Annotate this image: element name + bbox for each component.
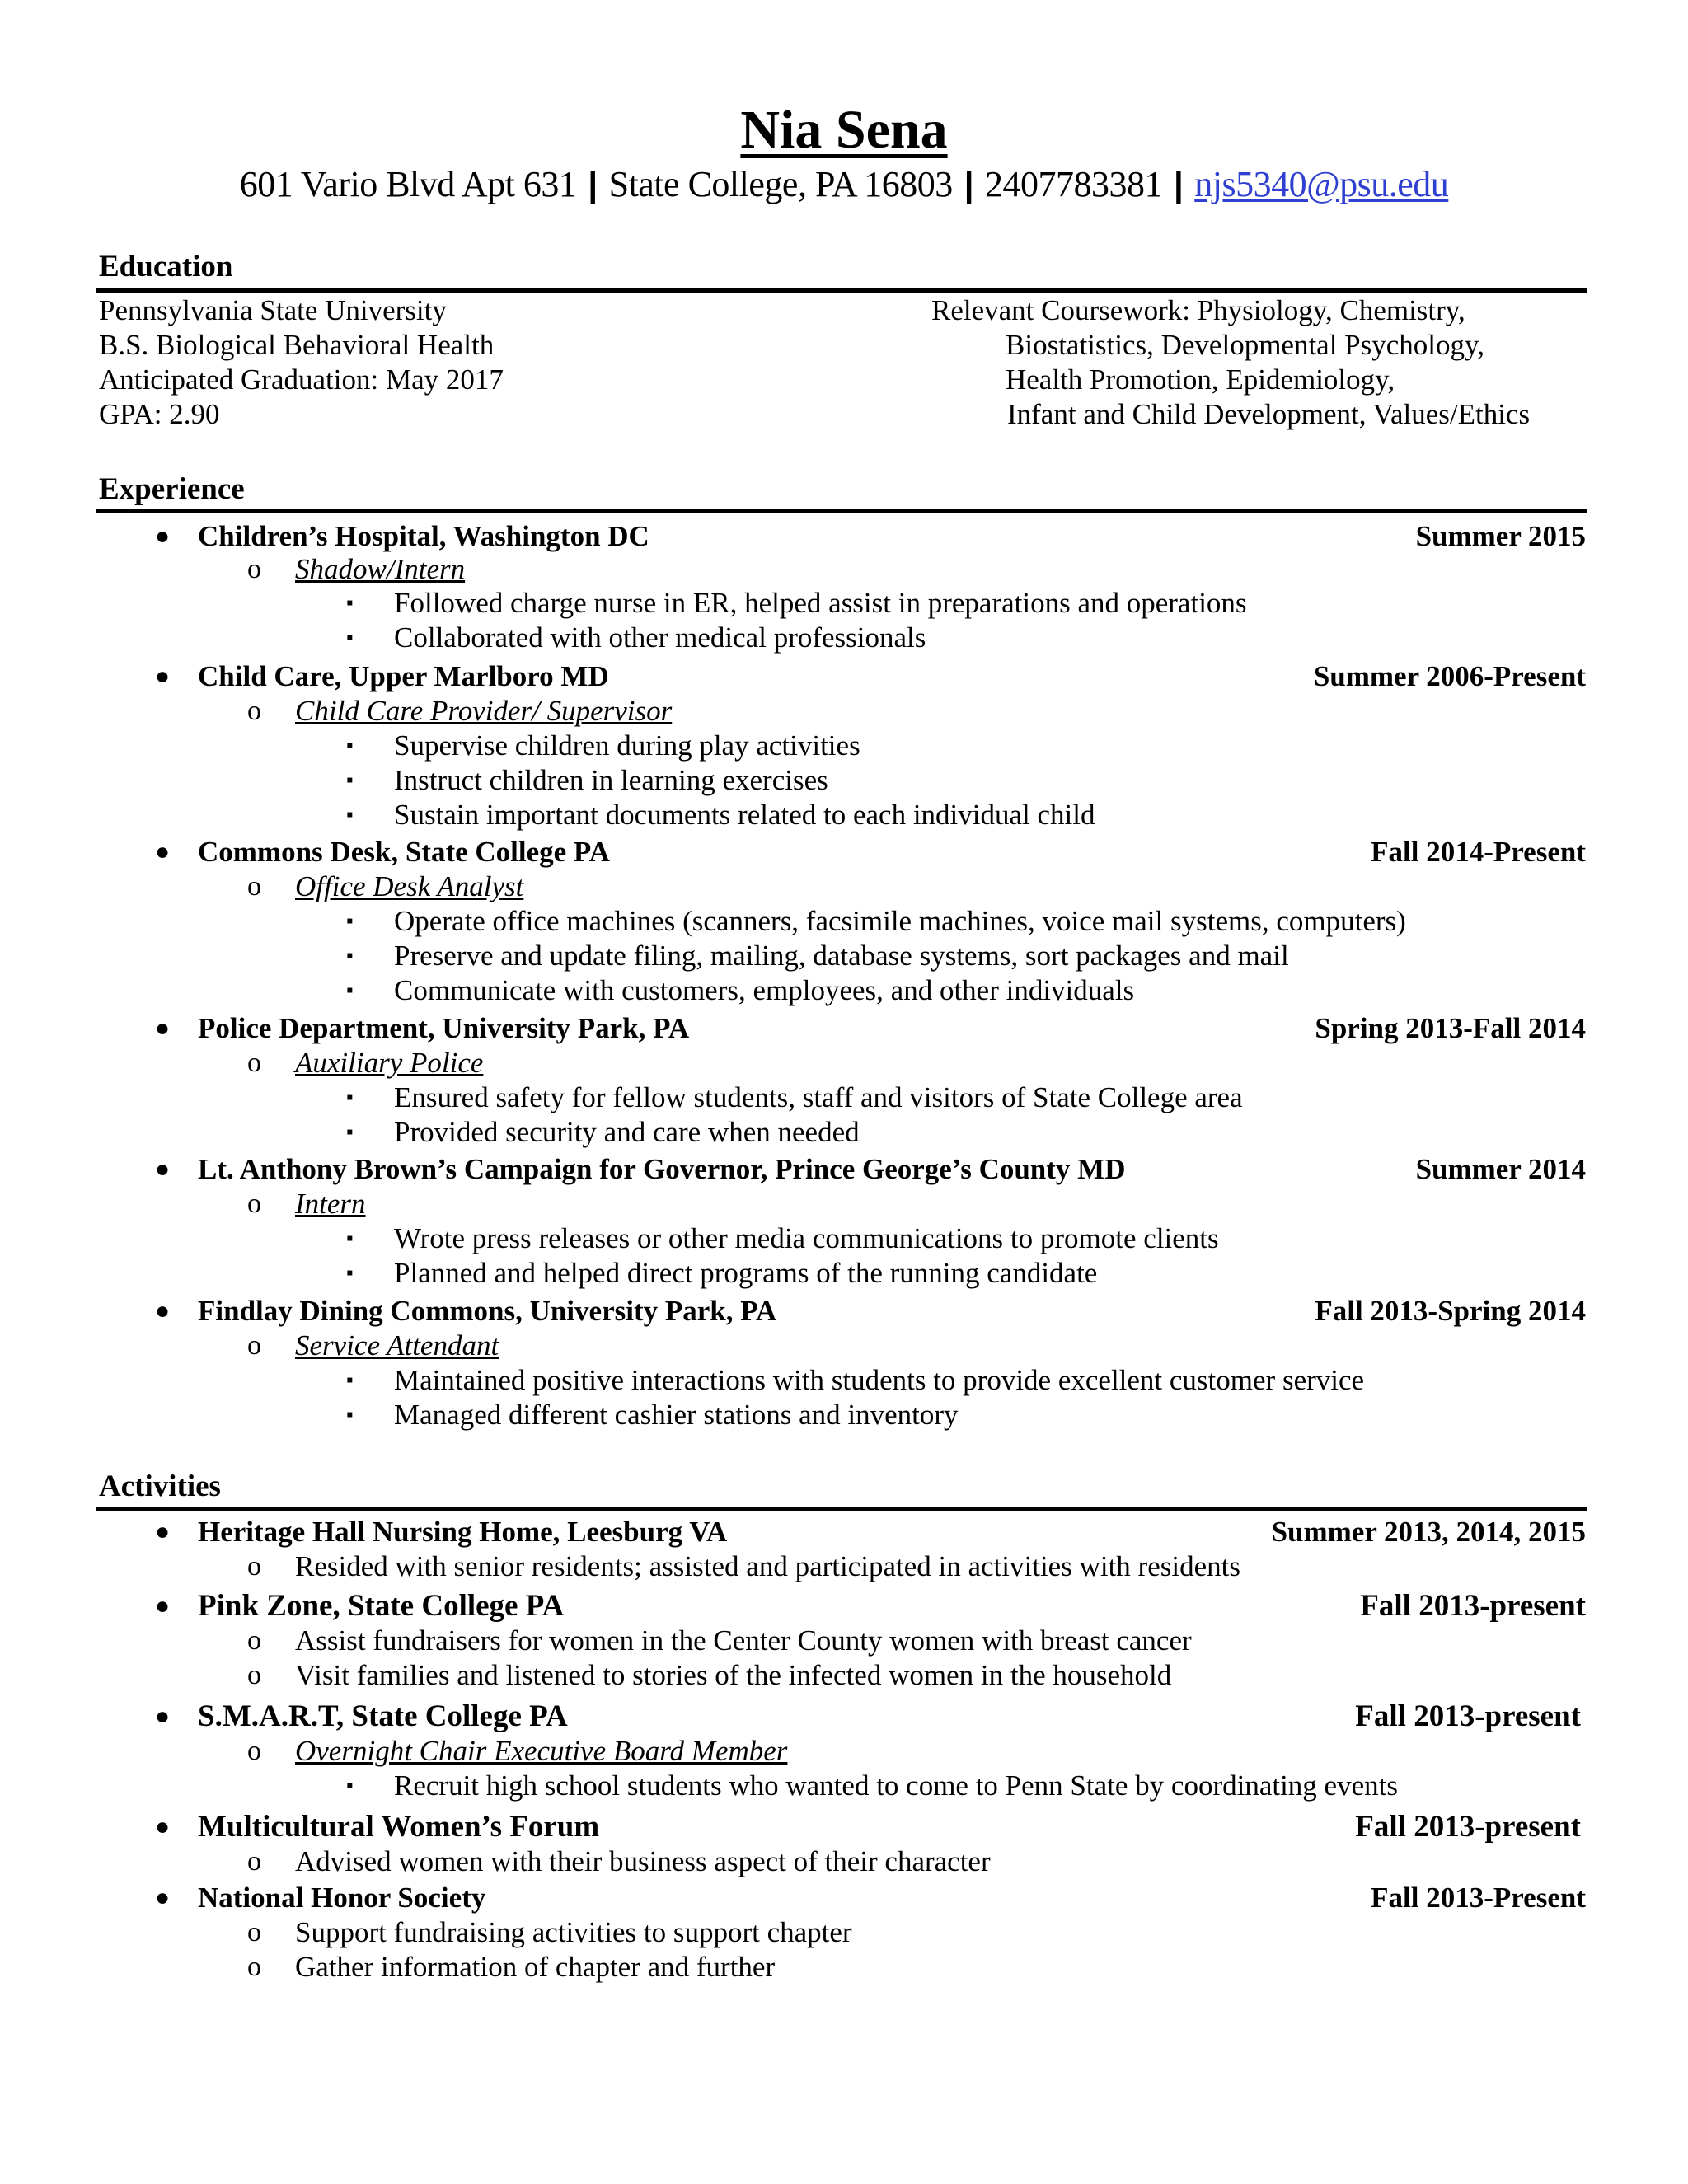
- activity-org: Heritage Hall Nursing Home, Leesburg VA: [198, 1516, 728, 1548]
- activities-rule: [96, 1507, 1587, 1511]
- point-text: Sustain important documents related to each individual child: [394, 799, 1095, 831]
- circle-bullet: o: [247, 1330, 261, 1361]
- experience-org: Children’s Hospital, Washington DC: [198, 520, 649, 552]
- edu-degree: B.S. Biological Behavioral Health: [99, 329, 495, 361]
- square-bullet: ▪: [346, 627, 354, 649]
- activity-role-row: [0, 1734, 1688, 1769]
- experience-point: [0, 973, 1688, 1008]
- experience-point: [0, 1256, 1688, 1291]
- experience-role: Office Desk Analyst: [295, 870, 524, 902]
- experience-date: Summer 2015: [1415, 520, 1586, 552]
- point-text: Managed different cashier stations and inventory: [394, 1399, 959, 1431]
- sub-text: Resided with senior residents; assisted and participated in activities with residents: [295, 1550, 1240, 1582]
- activities-heading: Activities: [99, 1469, 221, 1503]
- experience-date: Fall 2014-Present: [1371, 836, 1586, 868]
- activity-point: [0, 1769, 1688, 1803]
- edu-coursework: Infant and Child Development, Values/Ethics: [1007, 398, 1531, 430]
- experience-point: [0, 904, 1688, 939]
- square-bullet: ▪: [346, 735, 354, 757]
- circle-bullet: o: [247, 1188, 261, 1219]
- experience-point: [0, 939, 1688, 973]
- edu-coursework: Health Promotion, Epidemiology,: [1006, 363, 1395, 396]
- point-text: Supervise children during play activities: [394, 729, 860, 762]
- education-heading: Education: [99, 250, 233, 284]
- experience-role: Shadow/Intern: [295, 553, 466, 585]
- resume-name: Nia Sena: [740, 100, 948, 160]
- experience-org: Commons Desk, State College PA: [198, 836, 610, 868]
- square-bullet: ▪: [346, 1122, 354, 1143]
- sub-text: Visit families and listened to stories of the infected women in the household: [295, 1659, 1172, 1691]
- circle-bullet: o: [247, 871, 261, 902]
- square-bullet: ▪: [346, 1087, 354, 1108]
- experience-role-row: [0, 869, 1688, 904]
- experience-point: [0, 621, 1688, 655]
- experience-item: [0, 1011, 1688, 1046]
- experience-item: [0, 1152, 1688, 1187]
- bullet: ●: [155, 1813, 171, 1840]
- circle-bullet: o: [247, 1551, 261, 1582]
- experience-heading: Experience: [99, 472, 245, 506]
- square-bullet: ▪: [346, 1263, 354, 1284]
- circle-bullet: o: [247, 1917, 261, 1947]
- experience-item: [0, 835, 1688, 869]
- experience-date: Fall 2013-Spring 2014: [1315, 1295, 1586, 1327]
- experience-point: [0, 1398, 1688, 1432]
- city: State College, PA 16803: [608, 164, 953, 204]
- bullet: ●: [155, 1297, 171, 1324]
- point-text: Collaborated with other medical professionals: [394, 621, 926, 654]
- experience-role-row: [0, 1329, 1688, 1363]
- experience-role-row: [0, 552, 1688, 587]
- activity-org: National Honor Society: [198, 1882, 486, 1914]
- square-bullet: ▪: [346, 1228, 354, 1249]
- point-text: Wrote press releases or other media communications to promote clients: [394, 1222, 1219, 1254]
- bullet: ●: [155, 1015, 171, 1042]
- experience-org: Lt. Anthony Brown’s Campaign for Governor, Prince George’s County MD: [198, 1153, 1126, 1185]
- experience-point: [0, 1363, 1688, 1398]
- address: 601 Vario Blvd Apt 631: [239, 164, 577, 204]
- experience-point: [0, 1115, 1688, 1150]
- activity-sub: [0, 1844, 1688, 1879]
- bullet: ●: [155, 1592, 171, 1619]
- experience-date: Summer 2014: [1415, 1153, 1586, 1185]
- experience-point: [0, 729, 1688, 763]
- activity-item: [0, 1810, 1688, 1844]
- activity-item: [0, 1515, 1688, 1549]
- activity-sub: [0, 1915, 1688, 1950]
- experience-role: Intern: [295, 1188, 366, 1220]
- experience-role-row: [0, 1046, 1688, 1080]
- circle-bullet: o: [247, 554, 261, 584]
- point-text: Maintained positive interactions with students to provide excellent customer service: [394, 1364, 1365, 1396]
- experience-date: Summer 2006-Present: [1313, 660, 1586, 692]
- sub-text: Support fundraising activities to support chapter: [295, 1916, 852, 1948]
- bullet: ●: [155, 838, 171, 865]
- experience-role-row: [0, 694, 1688, 729]
- experience-point: [0, 1221, 1688, 1256]
- sub-text: Gather information of chapter and further: [295, 1951, 776, 1983]
- activity-sub: [0, 1950, 1688, 1985]
- experience-point: [0, 798, 1688, 832]
- activity-role: Overnight Chair Executive Board Member: [295, 1735, 788, 1767]
- point-text: Provided security and care when needed: [394, 1116, 860, 1148]
- experience-point: [0, 586, 1688, 621]
- point-text: Communicate with customers, employees, and other individuals: [394, 974, 1135, 1006]
- square-bullet: ▪: [346, 945, 354, 967]
- edu-coursework: Biostatistics, Developmental Psychology,: [1006, 329, 1485, 361]
- activity-item: [0, 1589, 1688, 1624]
- activity-date: Fall 2013-present: [1360, 1589, 1586, 1623]
- square-bullet: ▪: [346, 804, 354, 826]
- point-text: Preserve and update filing, mailing, database systems, sort packages and mail: [394, 940, 1289, 972]
- activity-sub: [0, 1658, 1688, 1693]
- bullet: ●: [155, 1155, 171, 1183]
- experience-item: [0, 659, 1688, 694]
- experience-org: Child Care, Upper Marlboro MD: [198, 660, 609, 692]
- point-text: Ensured safety for fellow students, staff and visitors of State College area: [394, 1081, 1243, 1113]
- experience-item: [0, 519, 1688, 554]
- activity-sub: [0, 1549, 1688, 1584]
- point-text: Planned and helped direct programs of the running candidate: [394, 1257, 1098, 1289]
- activity-date: Fall 2013-present: [1355, 1810, 1581, 1844]
- experience-role-row: [0, 1187, 1688, 1221]
- experience-role: Service Attendant: [295, 1329, 499, 1361]
- edu-graduation: Anticipated Graduation: May 2017: [99, 363, 504, 396]
- square-bullet: ▪: [346, 1775, 354, 1797]
- square-bullet: ▪: [346, 1370, 354, 1391]
- circle-bullet: o: [247, 1660, 261, 1690]
- experience-point: [0, 1080, 1688, 1115]
- separator: |: [1174, 165, 1184, 204]
- circle-bullet: o: [247, 696, 261, 726]
- activity-item: [0, 1881, 1688, 1915]
- point-text: Operate office machines (scanners, facsimile machines, voice mail systems, computers): [394, 905, 1406, 937]
- experience-org: Police Department, University Park, PA: [198, 1012, 690, 1044]
- edu-gpa: GPA: 2.90: [99, 398, 220, 430]
- experience-date: Spring 2013-Fall 2014: [1315, 1012, 1586, 1044]
- activity-org: Pink Zone, State College PA: [198, 1589, 565, 1623]
- separator: |: [964, 165, 973, 204]
- experience-point: [0, 763, 1688, 798]
- experience-org: Findlay Dining Commons, University Park, PA: [198, 1295, 777, 1327]
- email-link[interactable]: njs5340@psu.edu: [1194, 164, 1449, 204]
- edu-school: Pennsylvania State University: [99, 294, 447, 326]
- circle-bullet: o: [247, 1952, 261, 1982]
- experience-item: [0, 1294, 1688, 1329]
- activity-date: Fall 2013-Present: [1371, 1882, 1586, 1914]
- edu-coursework: Relevant Coursework: Physiology, Chemistry,: [931, 294, 1465, 326]
- square-bullet: ▪: [346, 593, 354, 614]
- activity-sub: [0, 1624, 1688, 1658]
- point-text: Followed charge nurse in ER, helped assist in preparations and operations: [394, 587, 1247, 619]
- contact-line: [0, 162, 1688, 208]
- activity-date: Summer 2013, 2014, 2015: [1271, 1516, 1586, 1548]
- square-bullet: ▪: [346, 770, 354, 791]
- point-text: Instruct children in learning exercises: [394, 764, 828, 796]
- bullet: ●: [155, 663, 171, 690]
- square-bullet: ▪: [346, 1404, 354, 1426]
- activity-org: Multicultural Women’s Forum: [198, 1810, 600, 1844]
- bullet: ●: [155, 1884, 171, 1911]
- experience-role: Child Care Provider/ Supervisor: [295, 695, 673, 727]
- separator: |: [588, 165, 598, 204]
- square-bullet: ▪: [346, 911, 354, 932]
- sub-text: Assist fundraisers for women in the Center County women with breast cancer: [295, 1624, 1192, 1657]
- circle-bullet: o: [247, 1846, 261, 1877]
- bullet: ●: [155, 1703, 171, 1730]
- phone: 2407783381: [985, 164, 1162, 204]
- circle-bullet: o: [247, 1736, 261, 1766]
- point-text: Recruit high school students who wanted to come to Penn State by coordinating events: [394, 1769, 1398, 1802]
- bullet: ●: [155, 523, 171, 550]
- circle-bullet: o: [247, 1625, 261, 1656]
- activity-org: S.M.A.R.T, State College PA: [198, 1699, 568, 1733]
- education-rule: [96, 288, 1587, 293]
- bullet: ●: [155, 1518, 171, 1545]
- circle-bullet: o: [247, 1047, 261, 1078]
- activity-item: [0, 1699, 1688, 1734]
- experience-role: Auxiliary Police: [295, 1047, 484, 1079]
- experience-rule: [96, 509, 1587, 513]
- sub-text: Advised women with their business aspect of their character: [295, 1845, 991, 1877]
- activity-date: Fall 2013-present: [1355, 1699, 1581, 1733]
- square-bullet: ▪: [346, 980, 354, 1001]
